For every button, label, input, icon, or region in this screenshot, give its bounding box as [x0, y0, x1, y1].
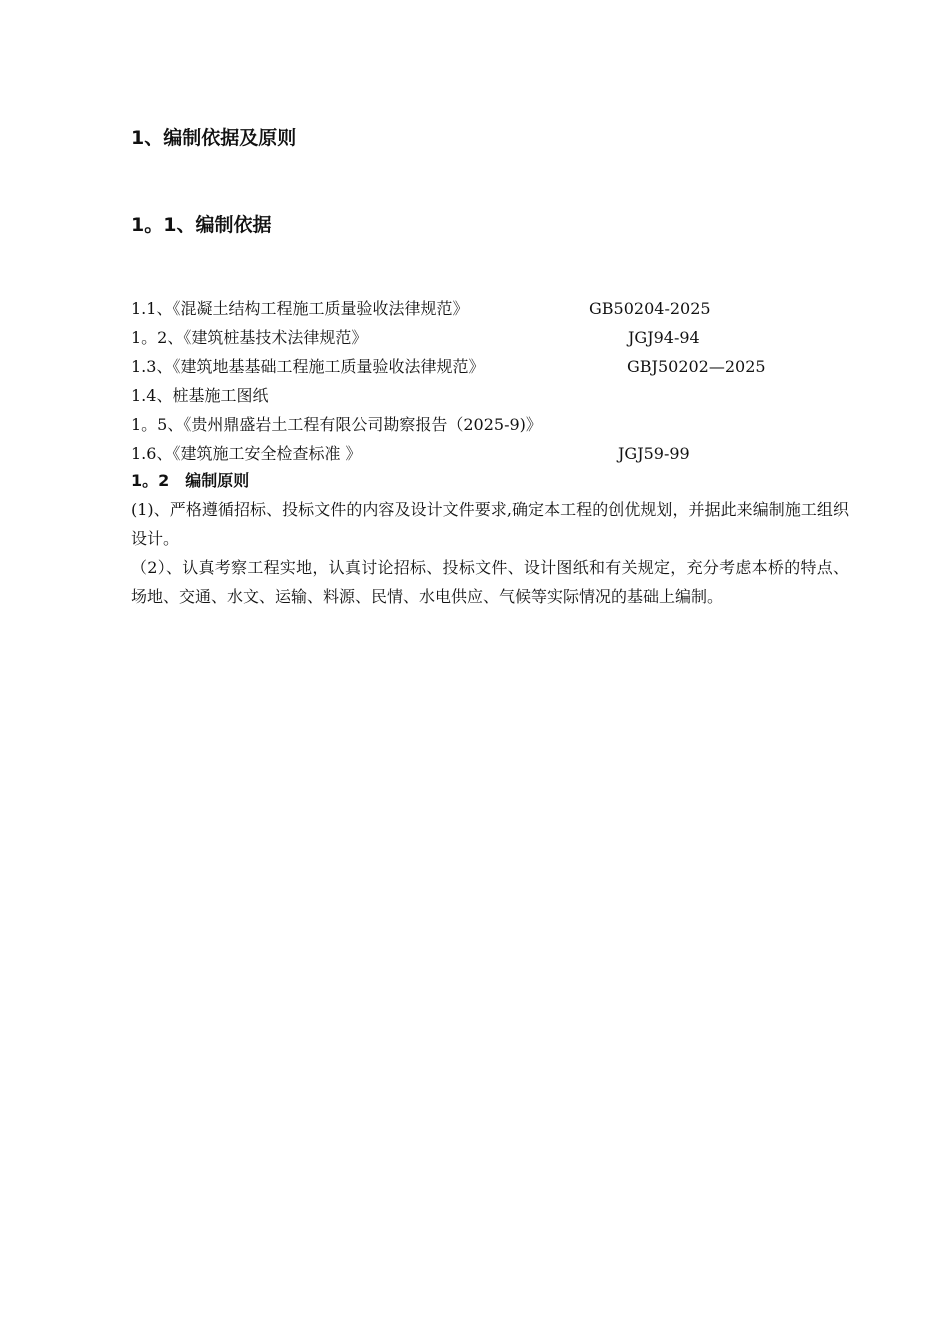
reference-item: [131, 323, 851, 352]
reference-item: [131, 410, 851, 439]
reference-label: 1.1、《混凝土结构工程施工质量验收法律规范》: [131, 299, 469, 318]
reference-item: [131, 352, 851, 381]
reference-item: [131, 381, 851, 410]
reference-label: 1.6、《建筑施工安全检查标准 》: [131, 444, 362, 463]
reference-label: 1.4、桩基施工图纸: [131, 386, 269, 405]
reference-code: GBJ50202—2025: [627, 357, 766, 376]
reference-label: 1。5、《贵州鼎盛岩土工程有限公司勘察报告（2025-9)》: [131, 415, 542, 434]
reference-code: JGJ59-99: [618, 444, 690, 463]
reference-code: GB50204-2025: [589, 299, 711, 318]
subsection-heading-basis: 1。1、编制依据: [131, 214, 272, 236]
reference-list: [131, 294, 851, 468]
principle-paragraph: (1)、严格遵循招标、投标文件的内容及设计文件要求,确定本工程的创优规划，并据此来编制施工组织设计。: [131, 500, 849, 548]
reference-code: JGJ94-94: [628, 328, 700, 347]
section-heading: 1、编制依据及原则: [131, 127, 297, 149]
reference-label: 1.3、《建筑地基基础工程施工质量验收法律规范》: [131, 357, 485, 376]
reference-item: [131, 294, 851, 323]
reference-item: [131, 439, 851, 468]
principle-paragraph: （2）、认真考察工程实地，认真讨论招标、投标文件、设计图纸和有关规定，充分考虑本桥的特点、场地、交通、水文、运输、料源、民情、水电供应、气候等实际情况的基础上编制。: [131, 558, 849, 606]
subsection-heading-principles: 1。2 编制原则: [131, 471, 250, 490]
reference-label: 1。2、《建筑桩基技术法律规范》: [131, 328, 368, 347]
